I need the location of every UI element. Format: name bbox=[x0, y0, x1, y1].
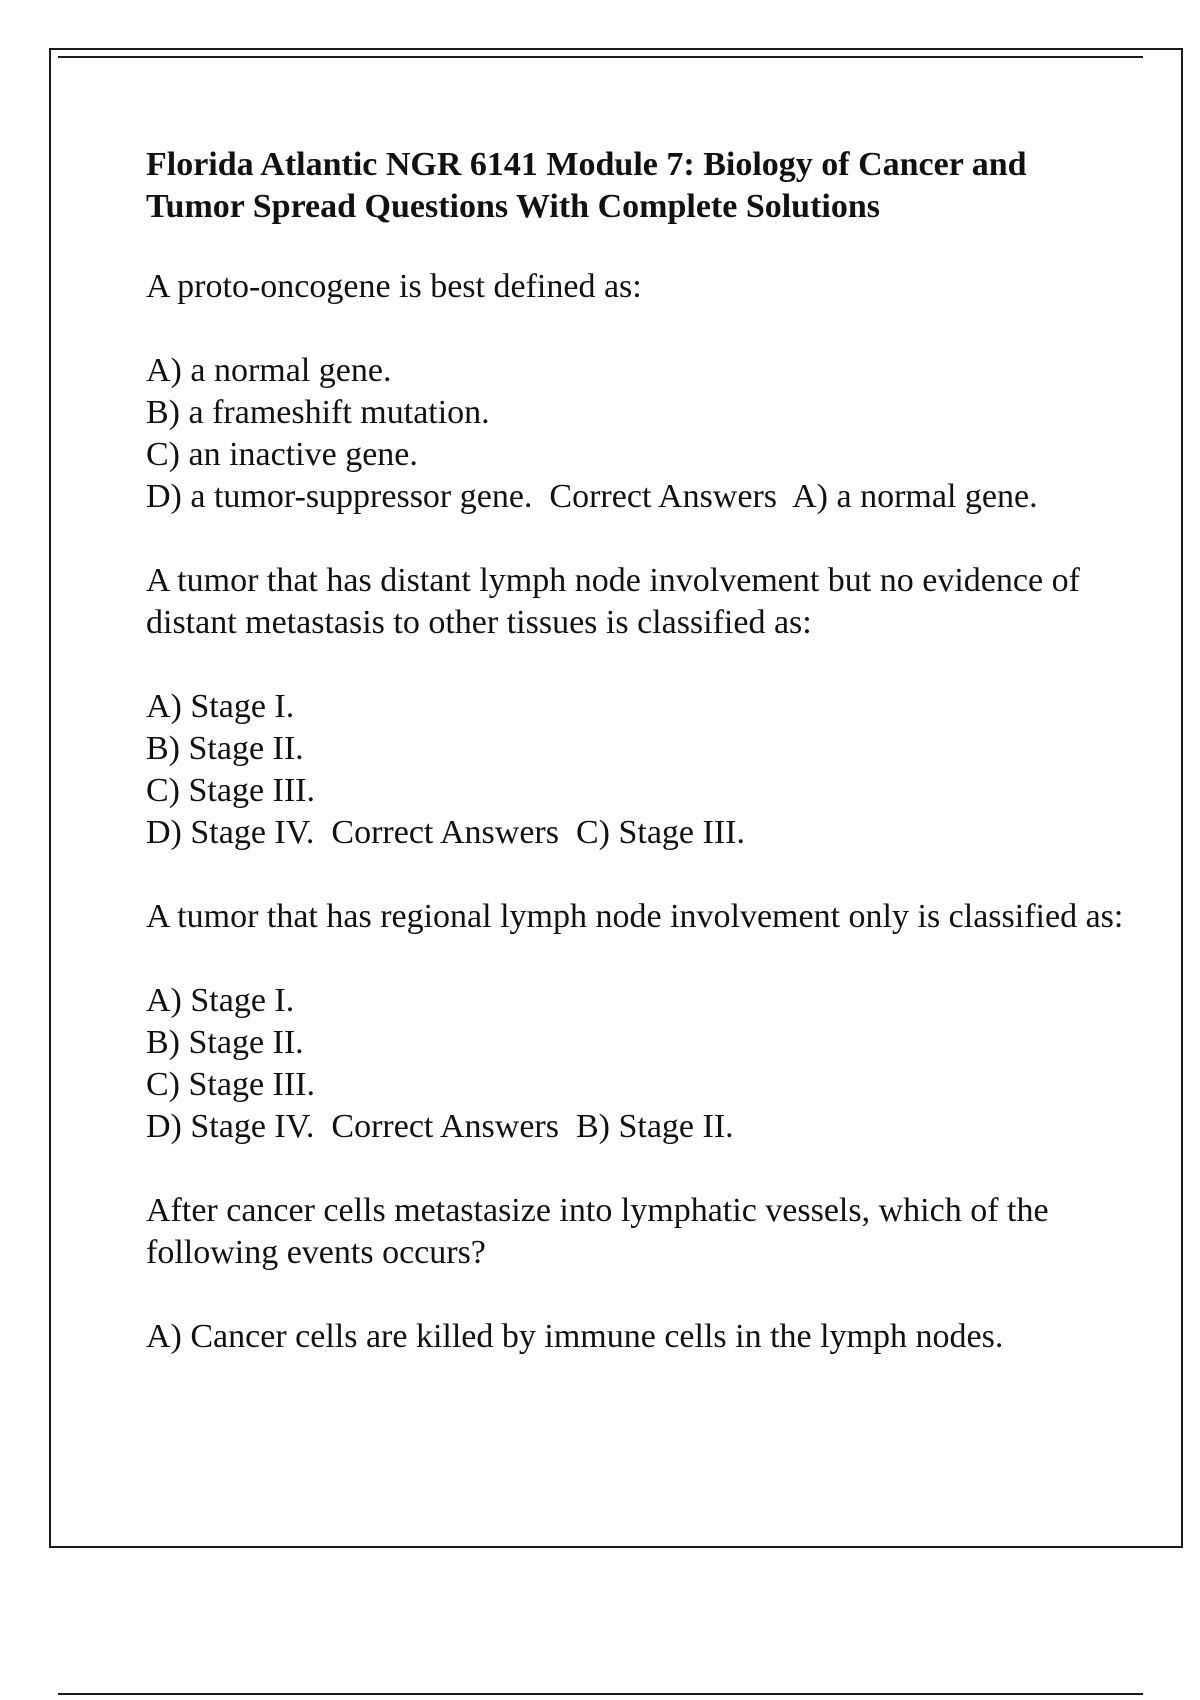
answer-option: C) Stage III. bbox=[146, 772, 316, 809]
question-prompt: A tumor that has regional lymph node involvement only is classified as: bbox=[146, 898, 1124, 935]
question-block bbox=[146, 560, 1126, 854]
answer-option: A) Cancer cells are killed by immune cells in the lymph nodes. bbox=[146, 1318, 1004, 1355]
answer-option-with-solution: D) Stage IV. Correct Answers B) Stage II. bbox=[146, 1108, 734, 1145]
question-block bbox=[146, 1190, 1126, 1358]
answer-options bbox=[146, 1316, 1126, 1358]
question-prompt: A tumor that has distant lymph node involvement but no evidence of distant metastasis to other tissues is classified as: bbox=[146, 562, 1089, 641]
answer-option: A) Stage I. bbox=[146, 982, 295, 1019]
answer-option: B) a frameshift mutation. bbox=[146, 394, 490, 431]
document-title: Florida Atlantic NGR 6141 Module 7: Biology of Cancer and Tumor Spread Questions With Complete Solutions bbox=[146, 146, 1027, 225]
question-prompt: After cancer cells metastasize into lymphatic vessels, which of the following events occurs? bbox=[146, 1192, 1058, 1271]
question-prompt: A proto-oncogene is best defined as: bbox=[146, 268, 642, 305]
question-block bbox=[146, 266, 1126, 518]
footer-rule bbox=[58, 1693, 1143, 1695]
answer-option: B) Stage II. bbox=[146, 730, 304, 767]
answer-option: C) Stage III. bbox=[146, 1066, 316, 1103]
header-rule bbox=[58, 56, 1143, 58]
document-body bbox=[146, 144, 1126, 1400]
answer-option: A) Stage I. bbox=[146, 688, 295, 725]
answer-option: C) an inactive gene. bbox=[146, 436, 418, 473]
answer-option-with-solution: D) Stage IV. Correct Answers C) Stage III. bbox=[146, 814, 745, 851]
answer-option: A) a normal gene. bbox=[146, 352, 392, 389]
question-block bbox=[146, 896, 1126, 1148]
answer-option: B) Stage II. bbox=[146, 1024, 304, 1061]
answer-options bbox=[146, 686, 1126, 854]
answer-options bbox=[146, 350, 1126, 518]
answer-options bbox=[146, 980, 1126, 1148]
answer-option-with-solution: D) a tumor-suppressor gene. Correct Answers A) a normal gene. bbox=[146, 478, 1038, 515]
